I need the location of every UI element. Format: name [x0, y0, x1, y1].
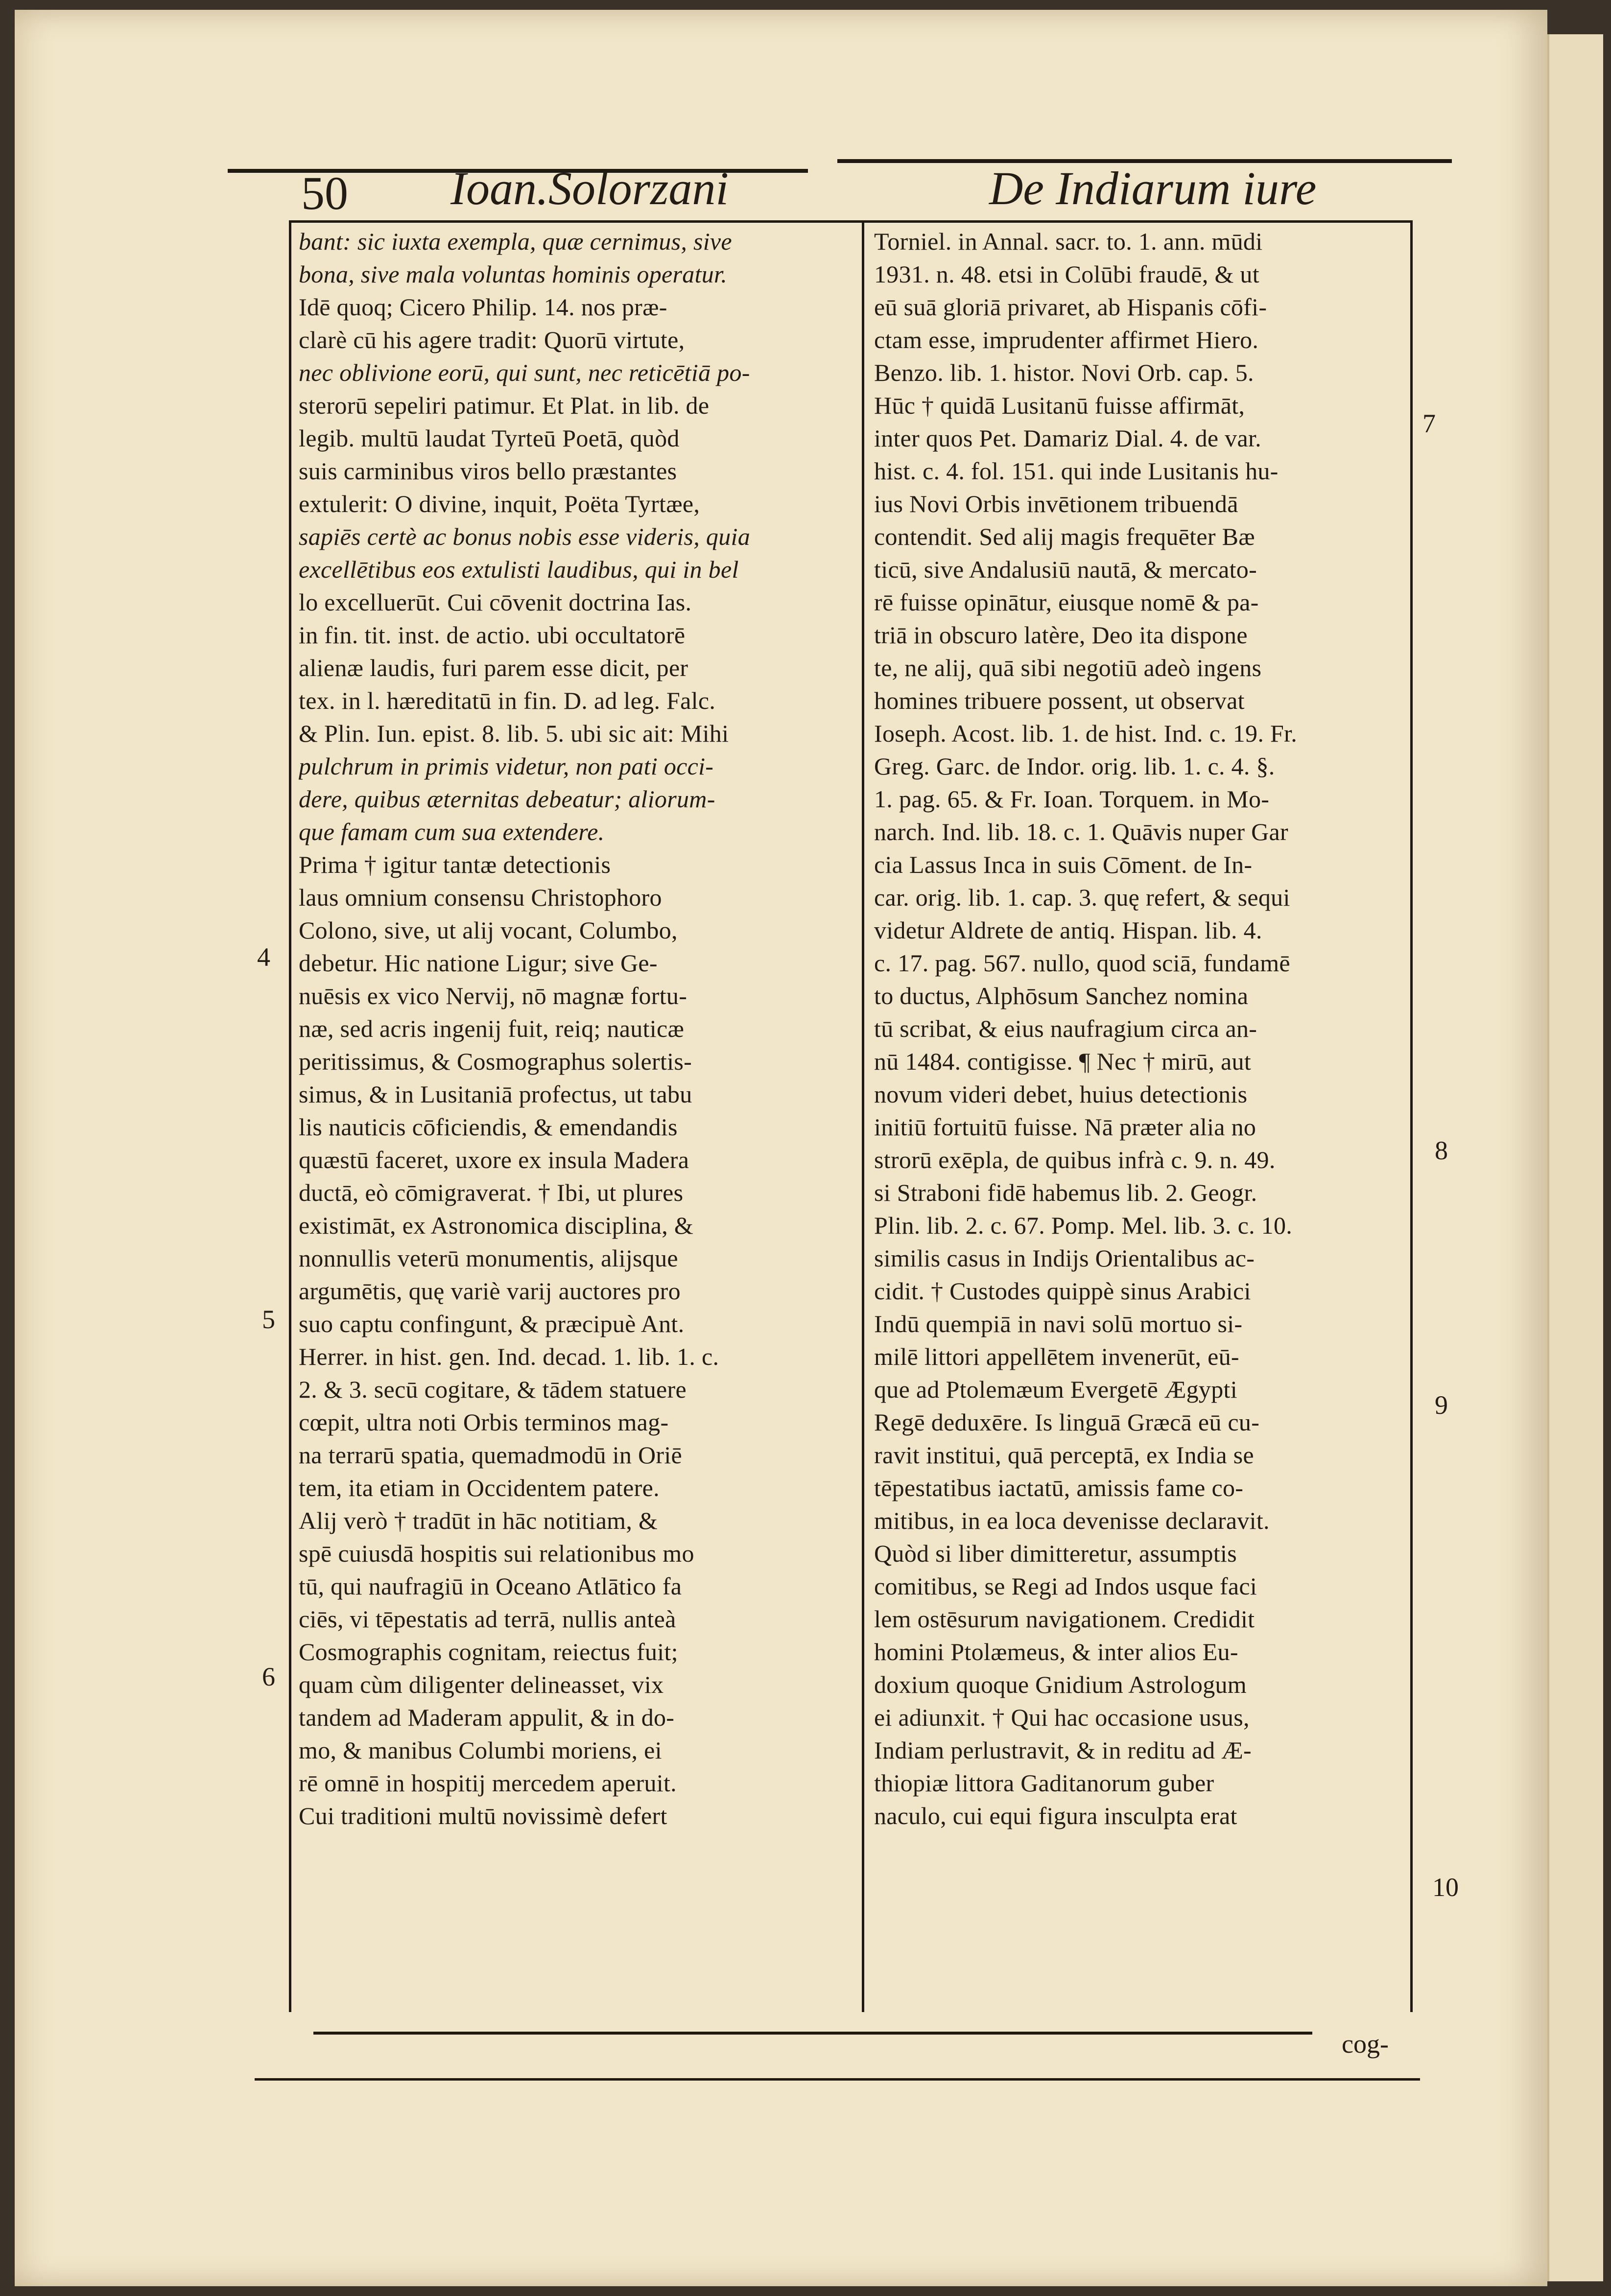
text-line: spē cuiusdā hospitis sui relationibus mo [299, 1540, 694, 1567]
text-line: que ad Ptolemæum Evergetē Ægypti [874, 1376, 1237, 1403]
text-line: car. orig. lib. 1. cap. 3. quę refert, & sequi [874, 884, 1290, 911]
text-line: lem ostēsurum navigationem. Credidit [874, 1605, 1255, 1633]
text-line: novum videri debet, huius detectionis [874, 1080, 1248, 1108]
text-line: naculo, cui equi figura insculpta erat [874, 1802, 1237, 1829]
text-line: sapiēs certè ac bonus nobis esse videris, quia [299, 523, 751, 550]
text-line: næ, sed acris ingenij fuit, reiq; nauticæ [299, 1015, 685, 1042]
running-head-author: Ioan.Solorzani [450, 162, 729, 214]
column-divider-rule [862, 220, 864, 2012]
text-line: comitibus, se Regi ad Indos usque faci [874, 1572, 1257, 1600]
text-line: ticū, sive Andalusiū nautā, & mercato- [874, 556, 1257, 583]
text-line: ravit institui, quā perceptā, ex India se [874, 1441, 1254, 1469]
text-line: laus omnium consensu Christophoro [299, 884, 662, 911]
text-line: Quòd si liber dimitteretur, assumptis [874, 1540, 1237, 1567]
text-line: bant: sic iuxta exempla, quæ cernimus, sive [299, 228, 732, 255]
text-line: dere, quibus æternitas debeatur; aliorum- [299, 785, 715, 813]
text-line: tēpestatibus iactatū, amissis fame co- [874, 1474, 1244, 1501]
text-line: Regē deduxēre. Is linguā Græcā eū cu- [874, 1408, 1260, 1436]
text-line: homines tribuere possent, ut observat [874, 687, 1245, 714]
text-line: ei adiunxit. † Qui hac occasione usus, [874, 1704, 1250, 1731]
text-line: eū suā gloriā privaret, ab Hispanis cōfi- [874, 293, 1267, 321]
text-line: nuēsis ex vico Nervij, nō magnæ fortu- [299, 982, 687, 1009]
text-line: 2. & 3. secū cogitare, & tādem statuere [299, 1376, 687, 1403]
text-line: Ioseph. Acost. lib. 1. de hist. Ind. c. 19. Fr. [874, 720, 1298, 747]
text-line: legib. multū laudat Tyrteū Poetā, quòd [299, 424, 680, 452]
text-line: tū, qui naufragiū in Oceano Atlātico fa [299, 1572, 682, 1600]
text-line: Hūc † quidā Lusitanū fuisse affirmāt, [874, 392, 1245, 419]
text-line: simus, & in Lusitaniā profectus, ut tabu [299, 1080, 692, 1108]
text-line: similis casus in Indijs Orientalibus ac- [874, 1244, 1255, 1272]
text-line: Cui traditioni multū novissimè defert [299, 1802, 667, 1829]
text-line: Prima † igitur tantæ detectionis [299, 851, 611, 878]
text-line: si Straboni fidē habemus lib. 2. Geogr. [874, 1179, 1257, 1206]
text-line: suo captu confingunt, & præcipuè Ant. [299, 1310, 685, 1337]
margin-number: 10 [1432, 1873, 1459, 1902]
text-line: narch. Ind. lib. 18. c. 1. Quāvis nuper Gar [874, 818, 1289, 845]
text-line: quam cùm diligenter delineasset, vix [299, 1671, 664, 1698]
text-line: lo excelluerūt. Cui cōvenit doctrina Ias. [299, 588, 692, 616]
text-line: tem, ita etiam in Occidentem patere. [299, 1474, 660, 1501]
text-line: argumētis, quę variè varij auctores pro [299, 1277, 681, 1305]
text-line: bona, sive mala voluntas hominis operatur. [299, 260, 728, 288]
text-line: na terrarū spatia, quemadmodū in Oriē [299, 1441, 683, 1469]
text-line: 1. pag. 65. & Fr. Ioan. Torquem. in Mo- [874, 785, 1270, 813]
text-line: rē fuisse opinātur, eiusque nomē & pa- [874, 588, 1259, 616]
text-line: tū scribat, & eius naufragium circa an- [874, 1015, 1257, 1042]
frame-left-rule [289, 220, 291, 2012]
margin-number: 4 [257, 942, 270, 972]
text-column-left [299, 225, 857, 2027]
page-number: 50 [301, 167, 348, 219]
text-line: Cosmographis cognitam, reiectus fuit; [299, 1638, 678, 1665]
text-line: Greg. Garc. de Indor. orig. lib. 1. c. 4. §. [874, 752, 1275, 780]
text-line: pulchrum in primis videtur, non pati occi- [299, 752, 714, 780]
text-line: 1931. n. 48. etsi in Colūbi fraudē, & ut [874, 260, 1259, 288]
text-line: ciēs, vi tēpestatis ad terrā, nullis anteà [299, 1605, 676, 1633]
text-line: existimāt, ex Astronomica disciplina, & [299, 1212, 694, 1239]
text-line: & Plin. Iun. epist. 8. lib. 5. ubi sic ait: Mihi [299, 720, 729, 747]
text-line: mitibus, in ea loca devenisse declaravit. [874, 1507, 1270, 1534]
text-line: lis nauticis cōficiendis, & emendandis [299, 1113, 678, 1141]
text-line: cia Lassus Inca in suis Cōment. de In- [874, 851, 1253, 878]
text-line: Torniel. in Annal. sacr. to. 1. ann. mūdi [874, 228, 1263, 255]
text-line: c. 17. pag. 567. nullo, quod sciā, fundamē [874, 949, 1290, 977]
text-line: Plin. lib. 2. c. 67. Pomp. Mel. lib. 3. c. 10. [874, 1212, 1293, 1239]
frame-right-rule [1410, 220, 1413, 2012]
text-line: thiopiæ littora Gaditanorum guber [874, 1769, 1214, 1797]
catchword: cog- [1342, 2029, 1389, 2059]
text-line: Indū quempiā in navi solū mortuo si- [874, 1310, 1243, 1337]
text-column-right [874, 225, 1405, 2027]
text-line: que famam cum sua extendere. [299, 818, 605, 845]
text-line: nonnullis veterū monumentis, alijsque [299, 1244, 678, 1272]
text-line: cœpit, ultra noti Orbis terminos mag- [299, 1408, 669, 1436]
frame-bottom-rule [313, 2032, 1312, 2035]
text-line: suis carminibus viros bello præstantes [299, 457, 677, 485]
margin-number: 9 [1435, 1390, 1448, 1420]
text-line: contendit. Sed alij magis frequēter Bæ [874, 523, 1255, 550]
frame-bottom-rule-2 [255, 2078, 1420, 2081]
text-line: Alij verò † tradūt in hāc notitiam, & [299, 1507, 658, 1534]
text-line: sterorū sepeliri patimur. Et Plat. in lib. de [299, 392, 710, 419]
text-line: triā in obscuro latère, Deo ita dispone [874, 621, 1248, 649]
margin-number: 5 [262, 1305, 275, 1334]
text-line: in fin. tit. inst. de actio. ubi occultatorē [299, 621, 686, 649]
text-line: clarè cū his agere tradit: Quorū virtute, [299, 326, 685, 353]
text-line: hist. c. 4. fol. 151. qui inde Lusitanis hu- [874, 457, 1279, 485]
text-line: ctam esse, imprudenter affirmet Hiero. [874, 326, 1259, 353]
text-line: ius Novi Orbis invētionem tribuendā [874, 490, 1238, 517]
text-line: mo, & manibus Columbi moriens, ei [299, 1736, 662, 1764]
text-line: to ductus, Alphōsum Sanchez nomina [874, 982, 1249, 1009]
running-head-title: De Indiarum iure [989, 162, 1317, 214]
text-line: initiū fortuitū fuisse. Nā præter alia no [874, 1113, 1256, 1141]
text-line: Benzo. lib. 1. histor. Novi Orb. cap. 5. [874, 359, 1254, 386]
text-line: quæstū faceret, uxore ex insula Madera [299, 1146, 689, 1173]
text-line: ductā, eò cōmigraverat. † Ibi, ut plures [299, 1179, 684, 1206]
text-line: tex. in l. hæreditatū in fin. D. ad leg. Falc. [299, 687, 716, 714]
text-line: debetur. Hic natione Ligur; sive Ge- [299, 949, 658, 977]
frame-top-rule [291, 220, 1413, 223]
text-line: Herrer. in hist. gen. Ind. decad. 1. lib. 1. c. [299, 1343, 719, 1370]
margin-number: 6 [262, 1662, 275, 1691]
text-line: nū 1484. contigisse. ¶ Nec † mirū, aut [874, 1048, 1252, 1075]
text-line: rē omnē in hospitij mercedem aperuit. [299, 1769, 677, 1797]
text-line: Colono, sive, ut alij vocant, Columbo, [299, 916, 678, 944]
text-line: inter quos Pet. Damariz Dial. 4. de var. [874, 424, 1261, 452]
text-line: doxium quoque Gnidium Astrologum [874, 1671, 1247, 1698]
text-line: excellētibus eos extulisti laudibus, qui in bel [299, 556, 739, 583]
text-line: alienæ laudis, furi parem esse dicit, per [299, 654, 688, 681]
text-line: Idē quoq; Cicero Philip. 14. nos præ- [299, 293, 667, 321]
text-line: peritissimus, & Cosmographus solertis- [299, 1048, 692, 1075]
text-line: homini Ptolæmeus, & inter alios Eu- [874, 1638, 1238, 1665]
text-line: cidit. † Custodes quippè sinus Arabici [874, 1277, 1251, 1305]
facing-page-edge [1547, 34, 1603, 2281]
text-line: extulerit: O divine, inquit, Poëta Tyrtæe, [299, 490, 700, 517]
text-line: milē littori appellētem invenerūt, eū- [874, 1343, 1239, 1370]
text-line: videtur Aldrete de antiq. Hispan. lib. 4. [874, 916, 1262, 944]
text-line: strorū exēpla, de quibus infrà c. 9. n. 49. [874, 1146, 1276, 1173]
text-line: nec oblivione eorū, qui sunt, nec reticētiā po- [299, 359, 750, 386]
text-line: Indiam perlustravit, & in reditu ad Æ- [874, 1736, 1252, 1764]
margin-number: 7 [1422, 409, 1436, 438]
text-line: tandem ad Maderam appulit, & in do- [299, 1704, 675, 1731]
text-line: te, ne alij, quā sibi negotiū adeò ingens [874, 654, 1262, 681]
margin-number: 8 [1435, 1136, 1448, 1165]
